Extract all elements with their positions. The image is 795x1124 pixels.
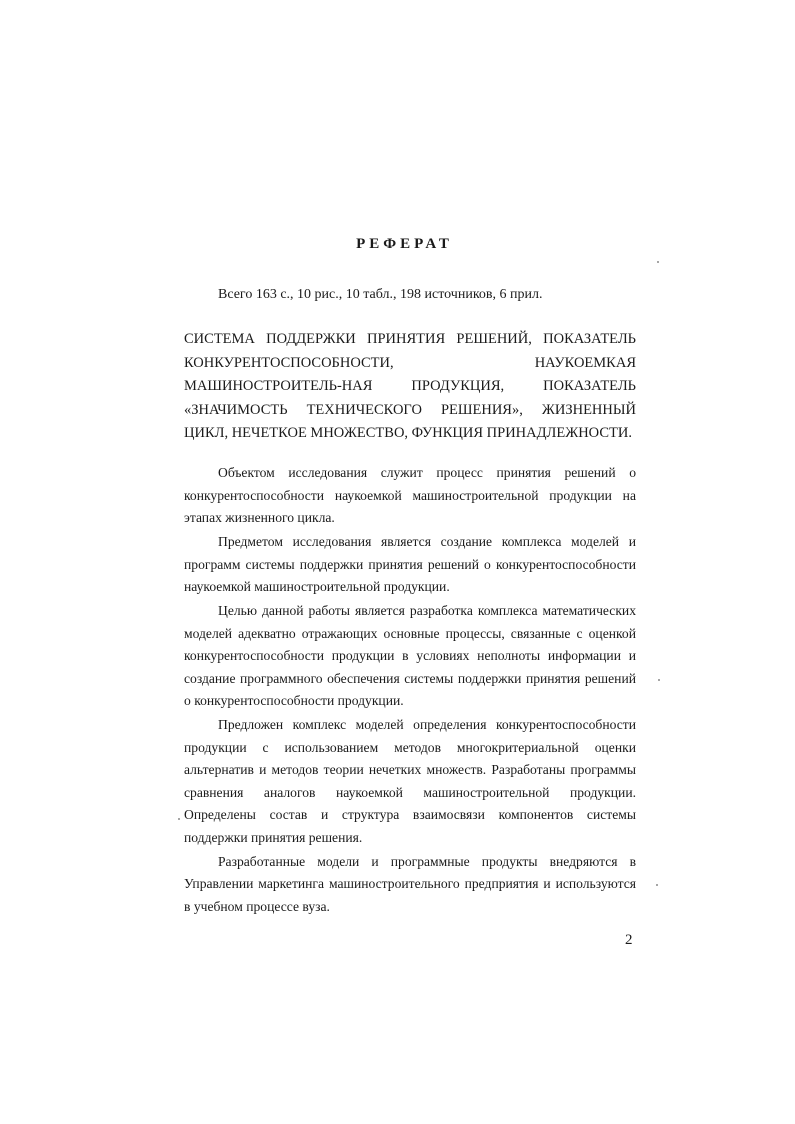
summary-line: Всего 163 с., 10 рис., 10 табл., 198 источников, 6 прил. — [218, 287, 543, 302]
page-title: РЕФЕРАТ — [356, 236, 453, 252]
paragraph-goal: Целью данной работы является разработка комплекса математических моделей адекватно отражающих основные процессы, связанные с оценкой конкурентоспособности продукции в условиях неполноты информации и создание программного обеспечения системы поддержки принятия решений о конкурентоспособности продукции. — [184, 603, 636, 708]
page-number: 2 — [625, 932, 633, 948]
paragraph-object: Объектом исследования служит процесс принятия решений о конкурентоспособности наукоемкой машиностроительной продукции на этапах жизненного цикла. — [184, 465, 636, 525]
paragraph-subject: Предметом исследования является создание комплекса моделей и программ системы поддержки принятия решений о конкурентоспособности наукоемкой машиностроительной продукции. — [184, 534, 636, 594]
paragraph-implementation: Разработанные модели и программные продукты внедряются в Управлении маркетинга машиностроительного предприятия и используются в учебном процессе вуза. — [184, 853, 636, 914]
paragraph-proposal: Предложен комплекс моделей определения конкурентоспособности продукции с использованием методов многокритериальной оценки альтернатив и методов теории нечетких множеств. Разработаны программы сравнения аналогов наукоемкой машиностроительной продукции. Определены состав и структура взаимосвязи компонентов системы поддержки принятия решения. — [184, 717, 636, 845]
scan-speck — [178, 818, 180, 820]
scan-speck — [658, 679, 660, 681]
abstract-body — [184, 462, 636, 920]
scan-speck — [656, 884, 658, 886]
keywords-block: СИСТЕМА ПОДДЕРЖКИ ПРИНЯТИЯ РЕШЕНИЙ, ПОКАЗАТЕЛЬ КОНКУРЕНТОСПОСОБНОСТИ, НАУКОЕМКАЯ МАШИНОСТРОИТЕЛЬ-НАЯ ПРОДУКЦИЯ, ПОКАЗАТЕЛЬ «ЗНАЧИМОСТЬ ТЕХНИЧЕСКОГО РЕШЕНИЯ», ЖИЗНЕННЫЙ ЦИКЛ, НЕЧЕТКОЕ МНОЖЕСТВО, ФУНКЦИЯ ПРИНАДЛЕЖНОСТИ. — [184, 331, 636, 441]
scan-speck — [657, 261, 659, 263]
